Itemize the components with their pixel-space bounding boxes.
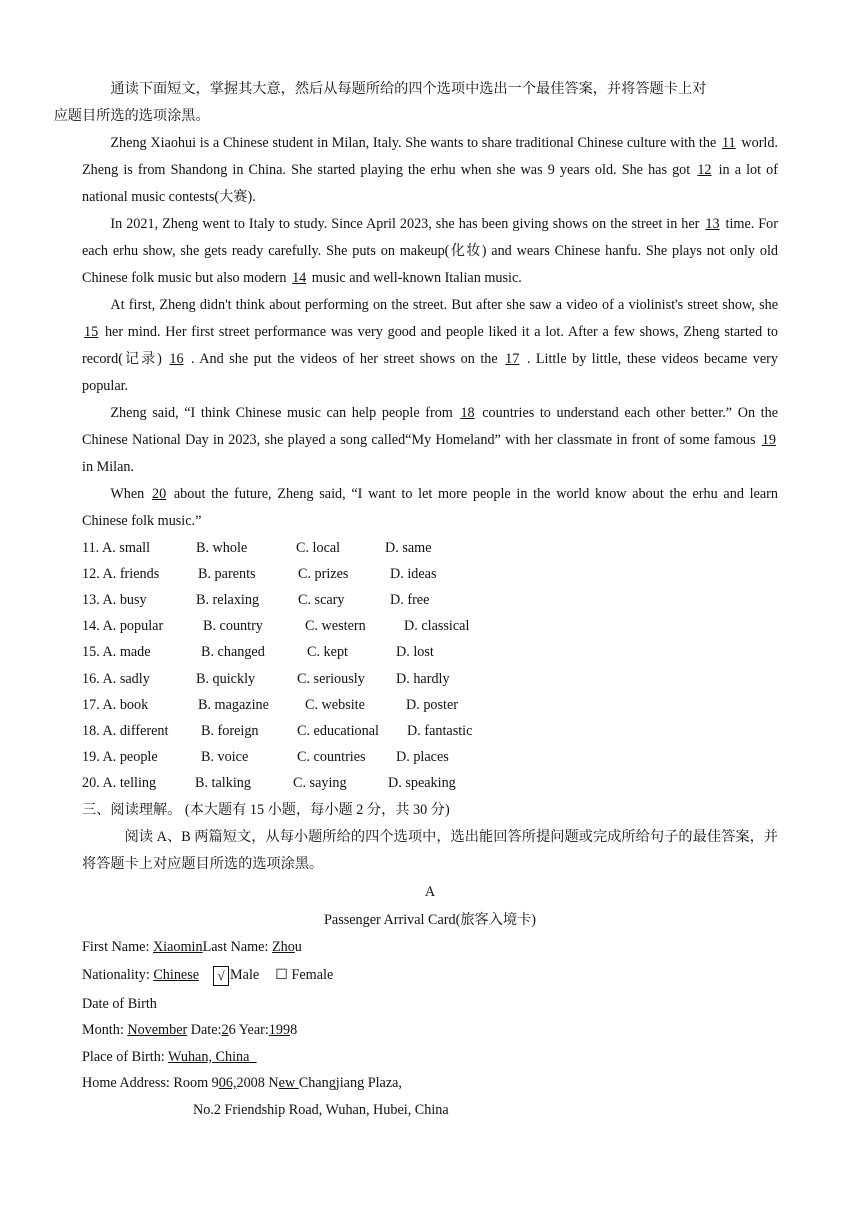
passage-text: countries to understand each other better.” On the Chinese National Day in 2023, she played a song called“My Homeland” with her classmate in front of some famous bbox=[82, 405, 778, 448]
option-b: B. whole bbox=[196, 539, 248, 556]
blank-14: 14 bbox=[292, 270, 307, 286]
pob-label: Place of Birth: bbox=[82, 1048, 169, 1065]
option-c: C. local bbox=[296, 539, 341, 556]
option-d: D. lost bbox=[396, 644, 434, 661]
option-b: B. parents bbox=[198, 565, 256, 582]
address-line-2: No.2 Friendship Road, Wuhan, Hubei, China bbox=[193, 1101, 449, 1118]
date-value: 2 bbox=[221, 1022, 229, 1039]
blank-12: 12 bbox=[697, 162, 712, 178]
option-row-18 bbox=[82, 718, 778, 744]
option-a: 16. A. sadly bbox=[82, 670, 150, 687]
option-c: C. prizes bbox=[298, 565, 349, 582]
option-row-14 bbox=[82, 614, 778, 640]
option-row-17 bbox=[82, 692, 778, 718]
option-c: C. kept bbox=[307, 644, 348, 661]
instructions-line1: 通读下面短文，掌握其大意，然后从每题所给的四个选项中选出一个最佳答案，并将答题卡上对 bbox=[110, 81, 707, 97]
option-d: D. free bbox=[390, 591, 430, 608]
exam-page bbox=[53, 76, 779, 1123]
option-a: 14. A. popular bbox=[82, 618, 164, 635]
option-d: D. same bbox=[385, 539, 432, 556]
arrival-card bbox=[82, 934, 778, 1124]
option-d: D. hardly bbox=[396, 670, 450, 687]
option-a: 20. A. telling bbox=[82, 775, 157, 792]
passage-text: . And she put the videos of her street shows on the bbox=[185, 351, 504, 367]
name-line bbox=[82, 934, 778, 961]
passage-text: Zheng said, “I think Chinese music can help people from bbox=[110, 405, 459, 421]
passage-text: time. For each erhu show, she gets ready carefully. She puts on makeup(化妆) and wears Chinese hanfu. She plays not only old Chinese folk music but also modern bbox=[82, 216, 778, 286]
option-c: C. seriously bbox=[297, 670, 365, 687]
passage-text: in Milan. bbox=[82, 459, 135, 475]
last-name-value: Zho bbox=[271, 938, 295, 955]
passage-text: her mind. Her first street performance was very good and people liked it a lot. After a few shows, Zheng started to record(记录) bbox=[82, 324, 778, 367]
passage-paragraph-4 bbox=[82, 400, 778, 481]
passage-text: At first, Zheng didn't think about performing on the street. But after she saw a video of a violinist's street show, she bbox=[110, 297, 778, 313]
address-label: Home Address: Room 9 bbox=[82, 1075, 219, 1092]
option-d: D. fantastic bbox=[407, 722, 473, 739]
option-row-13 bbox=[82, 587, 778, 613]
option-a: 19. A. people bbox=[82, 749, 158, 766]
option-d: D. ideas bbox=[390, 565, 437, 582]
option-d: D. speaking bbox=[388, 775, 456, 792]
blank-16: 16 bbox=[169, 351, 184, 367]
passage-text: about the future, Zheng said, “I want to let more people in the world know about the erhu and learn Chinese folk music.” bbox=[82, 486, 778, 529]
address-part: ew bbox=[278, 1075, 299, 1092]
blank-17: 17 bbox=[505, 351, 520, 367]
address-part: 06, bbox=[218, 1075, 237, 1092]
pob-line bbox=[82, 1044, 778, 1071]
option-row-20 bbox=[82, 771, 778, 797]
option-c: C. countries bbox=[297, 749, 366, 766]
option-a: 17. A. book bbox=[82, 696, 149, 713]
passage-paragraph-1 bbox=[82, 130, 778, 211]
male-label: Male bbox=[230, 967, 260, 984]
option-b: B. changed bbox=[201, 644, 265, 661]
date-label: Date: bbox=[187, 1022, 222, 1039]
nationality-value: Chinese bbox=[153, 967, 200, 984]
dob-line bbox=[82, 1017, 778, 1044]
option-c: C. educational bbox=[297, 722, 379, 739]
option-row-11 bbox=[82, 535, 778, 561]
option-a: 13. A. busy bbox=[82, 591, 147, 608]
blank-20: 20 bbox=[151, 486, 167, 502]
option-d: D. poster bbox=[406, 696, 459, 713]
option-c: C. website bbox=[305, 696, 365, 713]
option-c: C. western bbox=[305, 618, 366, 635]
last-name-label: Last Name: bbox=[202, 938, 272, 955]
passage-paragraph-3 bbox=[82, 292, 778, 400]
option-b: B. talking bbox=[195, 775, 251, 792]
option-a: 18. A. different bbox=[82, 722, 169, 739]
passage-letter: A bbox=[424, 883, 436, 900]
cloze-instructions bbox=[53, 76, 778, 130]
section-intro: 阅读 A、B 两篇短文，从每小题所给的四个选项中，选出能回答所提问题或完成所给句子的最佳答案，并将答题卡上对应题目所选的选项涂黑。 bbox=[82, 828, 778, 872]
first-name-label: First Name: bbox=[82, 938, 153, 955]
option-row-15 bbox=[82, 640, 778, 666]
month-value: November bbox=[127, 1022, 188, 1039]
option-d: D. places bbox=[396, 749, 449, 766]
year-value-rest: 8 bbox=[290, 1022, 298, 1039]
last-name-value-rest: u bbox=[294, 938, 302, 955]
options-list bbox=[82, 535, 778, 797]
option-b: B. quickly bbox=[196, 670, 256, 687]
female-checkbox-icon: ☐ bbox=[275, 967, 288, 984]
option-a: 15. A. made bbox=[82, 644, 151, 661]
option-row-12 bbox=[82, 561, 778, 587]
option-c: C. saying bbox=[293, 775, 347, 792]
passage-paragraph-5 bbox=[82, 481, 778, 535]
option-b: B. voice bbox=[201, 749, 249, 766]
passage-text: music and well-known Italian music. bbox=[308, 270, 522, 286]
blank-15: 15 bbox=[84, 324, 99, 340]
year-label: Year: bbox=[235, 1022, 269, 1039]
year-value: 199 bbox=[268, 1022, 291, 1039]
option-b: B. foreign bbox=[201, 722, 259, 739]
option-c: C. scary bbox=[298, 591, 345, 608]
address-part: 2008 N bbox=[236, 1075, 279, 1092]
passage-text: In 2021, Zheng went to Italy to study. Since April 2023, she has been giving shows on the street in her bbox=[110, 216, 704, 232]
date-value-rest: 6 bbox=[228, 1022, 236, 1039]
option-d: D. classical bbox=[404, 618, 470, 635]
option-b: B. relaxing bbox=[196, 591, 260, 608]
passage-text: . Little by little, these videos became very popular. bbox=[82, 351, 778, 394]
option-a: 11. A. small bbox=[82, 539, 151, 556]
option-a: 12. A. friends bbox=[82, 565, 160, 582]
nationality-label: Nationality: bbox=[82, 967, 154, 984]
instructions-line2: 应题目所选的选项涂黑。 bbox=[53, 108, 210, 124]
month-label: Month: bbox=[82, 1022, 128, 1039]
female-label: Female bbox=[291, 967, 334, 984]
pob-value: Wuhan, China bbox=[168, 1048, 257, 1065]
nationality-line bbox=[82, 962, 778, 989]
male-checkbox-checked: √ bbox=[213, 966, 229, 986]
first-name-value: Xiaomin bbox=[152, 938, 203, 955]
address-part: Changjiang Plaza, bbox=[298, 1075, 402, 1092]
card-title: Passenger Arrival Card(旅客入境卡) bbox=[324, 911, 536, 928]
blank-18: 18 bbox=[460, 405, 475, 421]
blank-13: 13 bbox=[705, 216, 720, 232]
dob-label: Date of Birth bbox=[82, 995, 157, 1012]
passage-text: in a lot of national music contests(大赛). bbox=[82, 162, 779, 205]
blank-19: 19 bbox=[761, 432, 776, 448]
blank-11: 11 bbox=[721, 135, 736, 151]
option-row-19 bbox=[82, 745, 778, 771]
passage-text: Zheng Xiaohui is a Chinese student in Milan, Italy. She wants to share traditional Chinese culture with the bbox=[110, 135, 720, 151]
passage-text: world. Zheng is from Shandong in China. She started playing the erhu when she was 9 years old. She has got bbox=[82, 135, 778, 178]
passage-paragraph-2 bbox=[82, 211, 778, 292]
option-b: B. country bbox=[203, 618, 263, 635]
section-heading: 三、阅读理解。 (本大题有 15 小题，每小题 2 分，共 30 分) bbox=[82, 801, 450, 818]
passage-text: When bbox=[110, 486, 150, 502]
address-line-1 bbox=[82, 1070, 778, 1097]
option-b: B. magazine bbox=[198, 696, 269, 713]
option-row-16 bbox=[82, 666, 778, 692]
